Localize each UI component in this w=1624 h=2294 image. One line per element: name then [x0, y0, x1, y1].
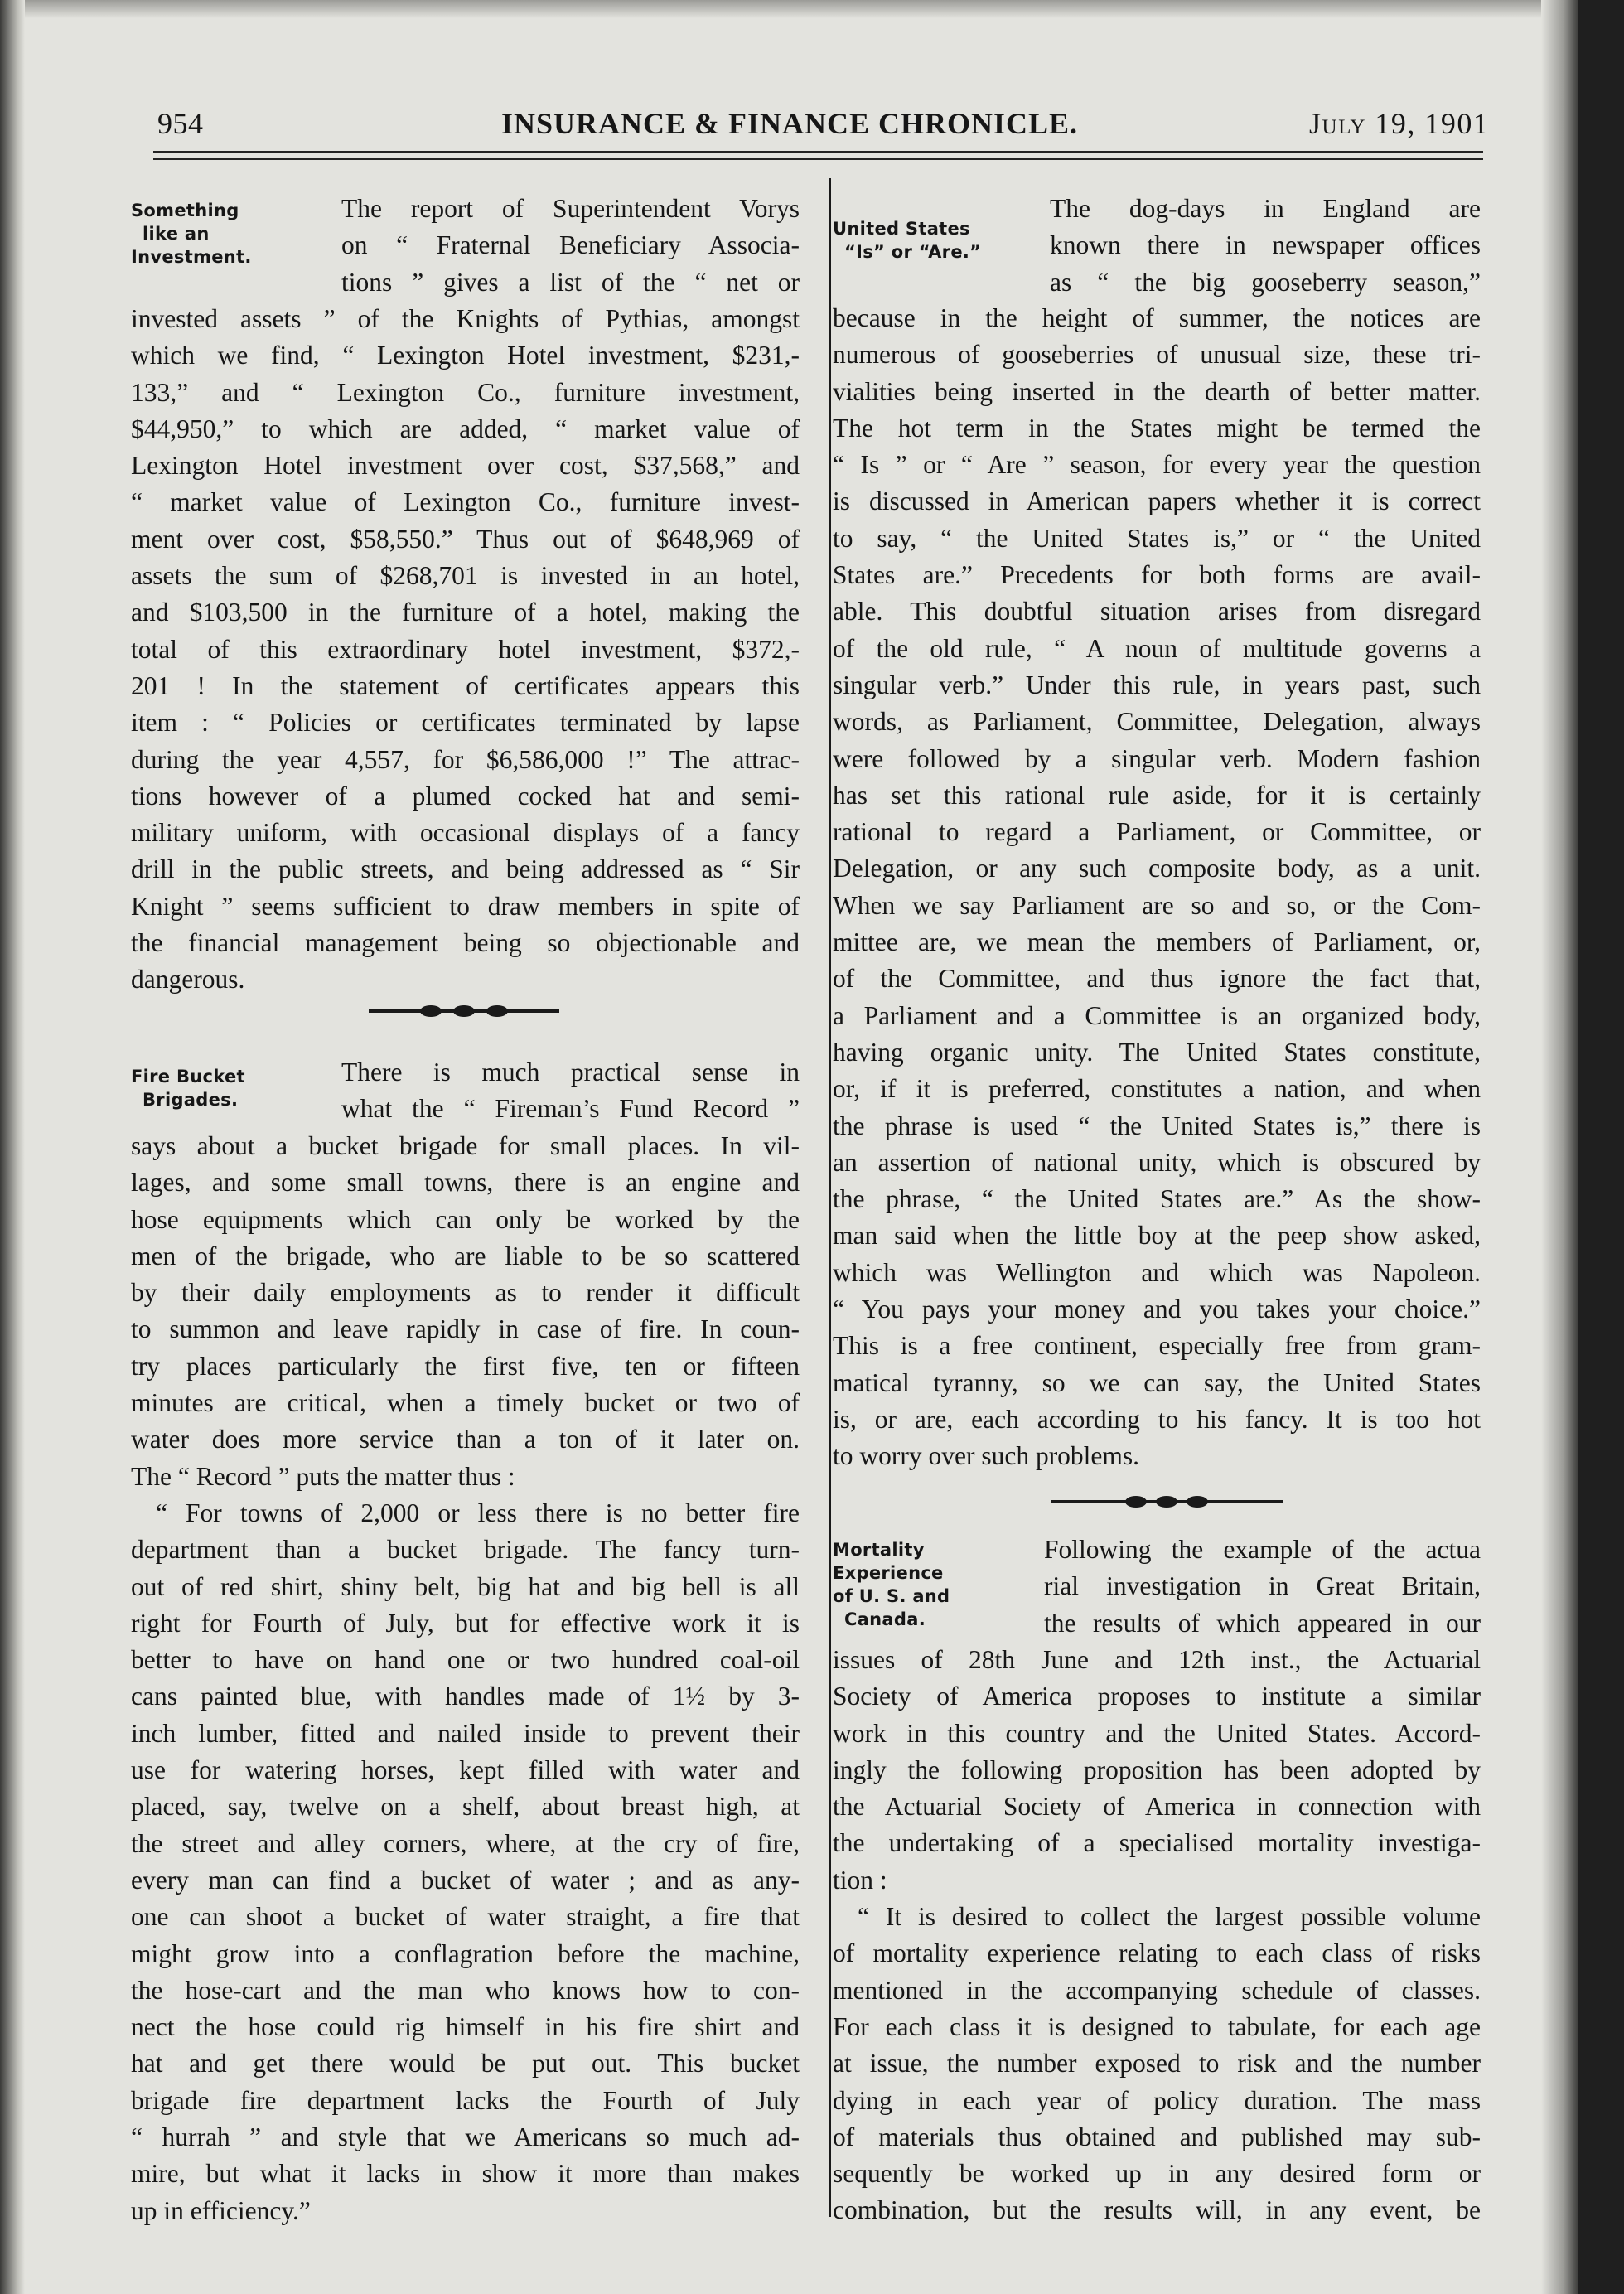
- text-line: tions however of a plumed cocked hat and semi-: [131, 781, 800, 811]
- text-line: Following the example of the actua: [1044, 1535, 1481, 1564]
- text-line: one can shoot a bucket of water straight, a fire that: [131, 1902, 800, 1932]
- text-line: man said when the little boy at the peep show asked,: [833, 1221, 1481, 1251]
- text-line: the financial management being so objectionable and: [131, 928, 800, 958]
- text-line: “ Is ” or “ Are ” season, for every year the question: [833, 450, 1481, 480]
- text-line: the phrase is used “ the United States is,” there is: [833, 1111, 1481, 1140]
- text-line: States are.” Precedents for both forms are avail-: [833, 560, 1481, 590]
- article-something-like-investment-intro: [341, 191, 800, 301]
- text-line: “ You pays your money and you takes your choice.”: [833, 1295, 1481, 1324]
- text-line: rational to regard a Parliament, or Committee, or: [833, 817, 1481, 847]
- text-line: or, if it is preferred, constitutes a nation, and when: [833, 1074, 1481, 1104]
- side-heading-fire-bucket-brigades: [131, 1065, 245, 1111]
- column-divider: [829, 178, 831, 2217]
- text-line: Society of America proposes to institute a similar: [833, 1682, 1481, 1711]
- text-line: words, as Parliament, Committee, Delegation, always: [833, 707, 1481, 737]
- text-line: dangerous.: [131, 965, 245, 995]
- section-ornament: [369, 1005, 559, 1017]
- text-line: the Actuarial Society of America in connection with: [833, 1792, 1481, 1822]
- text-line: hat and get there would be put out. This bucket: [131, 2049, 800, 2079]
- article-fire-bucket-brigades-body: [131, 1128, 800, 2229]
- text-line: says about a bucket brigade for small places. In vil-: [131, 1131, 800, 1160]
- text-line: nect the hose could rig himself in his fire shirt and: [131, 2012, 800, 2042]
- text-line: There is much practical sense in: [341, 1057, 800, 1087]
- text-line: issues of 28th June and 12th inst., the Actuarial: [833, 1645, 1481, 1674]
- text-line: as “ the big gooseberry season,”: [1050, 267, 1481, 297]
- text-line: item : “ Policies or certificates terminated by lapse: [131, 708, 800, 738]
- text-line: hose equipments which can only be worked by the: [131, 1204, 800, 1234]
- header-rule-thin: [153, 158, 1483, 160]
- text-line: of the Committee, and thus ignore the fact that,: [833, 964, 1481, 994]
- text-line: of mortality experience relating to each class of risks: [833, 1938, 1481, 1968]
- text-line: right for Fourth of July, but for effective work it is: [131, 1608, 800, 1638]
- text-line: known there in newspaper offices: [1050, 230, 1481, 260]
- text-line: minutes are critical, when a timely bucket or two of: [131, 1388, 800, 1418]
- text-line: out of red shirt, shiny belt, big hat and big bell is all: [131, 1571, 800, 1601]
- text-line: which was Wellington and which was Napoleon.: [833, 1257, 1481, 1287]
- header-rule: [153, 151, 1483, 153]
- text-line: were followed by a singular verb. Modern fashion: [833, 743, 1481, 773]
- text-line: an assertion of national unity, which is obscured by: [833, 1147, 1481, 1177]
- text-line: vialities being inserted in the dearth of better matter.: [833, 376, 1481, 406]
- text-line: total of this extraordinary hotel investment, $372,-: [131, 634, 800, 664]
- text-line: which we find, “ Lexington Hotel investment, $231,-: [131, 341, 800, 370]
- text-line: is discussed in American papers whether it is correct: [833, 486, 1481, 516]
- side-heading-line: “Is” or “Are.”: [844, 242, 982, 262]
- text-line: For each class it is designed to tabulate, for each age: [833, 2011, 1481, 2041]
- side-heading-line: Something: [131, 201, 239, 220]
- text-line: try places particularly the first five, ten or fifteen: [131, 1351, 800, 1381]
- text-line: of the old rule, “ A noun of multitude governs a: [833, 633, 1481, 663]
- text-line: every man can find a bucket of water ; and as any-: [131, 1865, 800, 1895]
- text-line: cans painted blue, with handles made of 1½ by 3-: [131, 1682, 800, 1711]
- text-line: military uniform, with occasional displays of a fancy: [131, 818, 800, 848]
- article-mortality-experience-intro: [1044, 1532, 1481, 1642]
- scan-edge-left: [0, 0, 25, 2294]
- text-line: “ market value of Lexington Co., furniture invest-: [131, 487, 800, 517]
- side-heading-line: Fire Bucket: [131, 1067, 245, 1087]
- text-line: rial investigation in Great Britain,: [1044, 1571, 1481, 1601]
- text-line: up in efficiency.”: [131, 2195, 311, 2225]
- text-line: Lexington Hotel investment over cost, $37,568,” and: [131, 451, 800, 481]
- text-line: is, or are, each according to his fancy. It is too hot: [833, 1404, 1481, 1434]
- text-line: during the year 4,557, for $6,586,000 !” The attrac-: [131, 744, 800, 774]
- text-line: the undertaking of a specialised mortality investiga-: [833, 1828, 1481, 1858]
- text-line: of materials thus obtained and published may sub-: [833, 2122, 1481, 2151]
- text-line: the results of which appeared in our: [1044, 1608, 1481, 1638]
- text-line: by their daily employments as to render it difficult: [131, 1278, 800, 1308]
- text-line: able. This doubtful situation arises from disregard: [833, 597, 1481, 627]
- text-line: matical tyranny, so we can say, the United States: [833, 1367, 1481, 1397]
- text-line: a Parliament and a Committee is an organized body,: [833, 1000, 1481, 1030]
- side-heading-line: of U. S. and: [833, 1586, 950, 1606]
- text-line: “ It is desired to collect the largest possible volume: [858, 1902, 1481, 1932]
- side-heading-line: Brigades.: [143, 1090, 239, 1110]
- text-line: “ hurrah ” and style that we Americans so much ad-: [131, 2122, 800, 2152]
- text-line: ingly the following proposition has been adopted by: [833, 1754, 1481, 1784]
- text-line: The dog-days in England are: [1050, 194, 1481, 223]
- text-line: water does more service than a ton of it later on.: [131, 1425, 800, 1454]
- text-line: to say, “ the United States is,” or “ the United: [833, 523, 1481, 553]
- text-line: assets the sum of $268,701 is invested in an hotel,: [131, 561, 800, 591]
- text-line: 201 ! In the statement of certificates appears this: [131, 670, 800, 700]
- article-mortality-experience-body: [833, 1642, 1481, 2229]
- text-line: 133,” and “ Lexington Co., furniture investment,: [131, 377, 800, 407]
- text-line: ment over cost, $58,550.” Thus out of $648,969 of: [131, 524, 800, 554]
- text-line: When we say Parliament are so and so, or the Com-: [833, 890, 1481, 920]
- text-line: has set this rational rule aside, for it is certainly: [833, 780, 1481, 810]
- issue-date: July 19, 1901: [1309, 107, 1490, 140]
- text-line: better to have on hand one or two hundred coal-oil: [131, 1645, 800, 1675]
- side-heading-line: like an: [143, 224, 210, 244]
- text-line: might grow into a conflagration before the machine,: [131, 1938, 800, 1968]
- scan-edge-right: [1578, 0, 1624, 2294]
- text-line: work in this country and the United States. Accord-: [833, 1718, 1481, 1748]
- text-line: numerous of gooseberries of unusual size, these tri-: [833, 340, 1481, 370]
- text-line: This is a free continent, especially free from gram-: [833, 1331, 1481, 1361]
- text-line: drill in the public streets, and being addressed as “ Sir: [131, 854, 800, 884]
- text-line: the phrase, “ the United States are.” As the show-: [833, 1184, 1481, 1214]
- text-line: on “ Fraternal Beneficiary Associa-: [341, 230, 800, 260]
- text-line: use for watering horses, kept filled with water and: [131, 1755, 800, 1785]
- text-line: mentioned in the accompanying schedule of classes.: [833, 1975, 1481, 2005]
- section-ornament: [1051, 1496, 1283, 1508]
- text-line: mire, but what it lacks in show it more than makes: [131, 2159, 800, 2189]
- text-line: The “ Record ” puts the matter thus :: [131, 1461, 515, 1491]
- text-line: tions ” gives a list of the “ net or: [341, 267, 800, 297]
- text-line: department than a bucket brigade. The fancy turn-: [131, 1535, 800, 1565]
- article-fire-bucket-brigades-intro: [341, 1054, 800, 1128]
- side-heading-something-like-investment: [131, 199, 252, 269]
- text-line: because in the height of summer, the notices are: [833, 303, 1481, 332]
- side-heading-line: Mortality: [833, 1540, 925, 1560]
- side-heading-line: United States: [833, 219, 970, 239]
- article-united-states-body: [833, 300, 1481, 1475]
- text-line: “ For towns of 2,000 or less there is no better fire: [156, 1498, 800, 1527]
- text-line: The hot term in the States might be termed the: [833, 413, 1481, 443]
- text-line: the hose-cart and the man who knows how to con-: [131, 1975, 800, 2005]
- text-line: and $103,500 in the furniture of a hotel, making the: [131, 598, 800, 627]
- text-line: tion :: [833, 1865, 887, 1895]
- side-heading-united-states-is-or-are: [833, 217, 981, 264]
- article-something-like-investment-body: [131, 301, 800, 999]
- side-heading-line: Investment.: [131, 247, 252, 267]
- text-line: combination, but the results will, in any event, be: [833, 2195, 1481, 2225]
- text-line: to summon and leave rapidly in case of fire. In coun-: [131, 1314, 800, 1344]
- journal-title: INSURANCE & FINANCE CHRONICLE.: [501, 107, 1079, 140]
- text-line: men of the brigade, who are liable to be so scattered: [131, 1241, 800, 1270]
- text-line: singular verb.” Under this rule, in years past, such: [833, 670, 1481, 699]
- text-line: Knight ” seems sufficient to draw members in spite of: [131, 891, 800, 921]
- text-line: dying in each year of policy duration. The mass: [833, 2085, 1481, 2115]
- article-united-states-intro: [1050, 191, 1481, 301]
- page-number: 954: [157, 107, 204, 140]
- text-line: Delegation, or any such composite body, as a unit.: [833, 854, 1481, 883]
- text-line: mittee are, we mean the members of Parliament, or,: [833, 927, 1481, 957]
- text-line: lages, and some small towns, there is an engine and: [131, 1168, 800, 1198]
- side-heading-line: Canada.: [844, 1609, 926, 1629]
- scan-edge-right-shadow: [1541, 0, 1578, 2294]
- text-line: what the “ Fireman’s Fund Record ”: [341, 1094, 800, 1124]
- text-line: The report of Superintendent Vorys: [341, 194, 800, 223]
- scan-edge-top: [0, 0, 1624, 18]
- text-line: invested assets ” of the Knights of Pythias, amongst: [131, 304, 800, 333]
- side-heading-mortality-experience: [833, 1538, 950, 1631]
- text-line: the street and alley corners, where, at the cry of fire,: [131, 1828, 800, 1858]
- text-line: brigade fire department lacks the Fourth of July: [131, 2085, 800, 2115]
- text-line: $44,950,” to which are added, “ market value of: [131, 414, 800, 443]
- text-line: inch lumber, fitted and nailed inside to prevent their: [131, 1718, 800, 1748]
- text-line: to worry over such problems.: [833, 1441, 1140, 1471]
- side-heading-line: Experience: [833, 1563, 944, 1583]
- text-line: placed, say, twelve on a shelf, about breast high, at: [131, 1792, 800, 1822]
- text-line: having organic unity. The United States constitute,: [833, 1037, 1481, 1067]
- text-line: at issue, the number exposed to risk and the number: [833, 2049, 1481, 2079]
- text-line: sequently be worked up in any desired form or: [833, 2159, 1481, 2189]
